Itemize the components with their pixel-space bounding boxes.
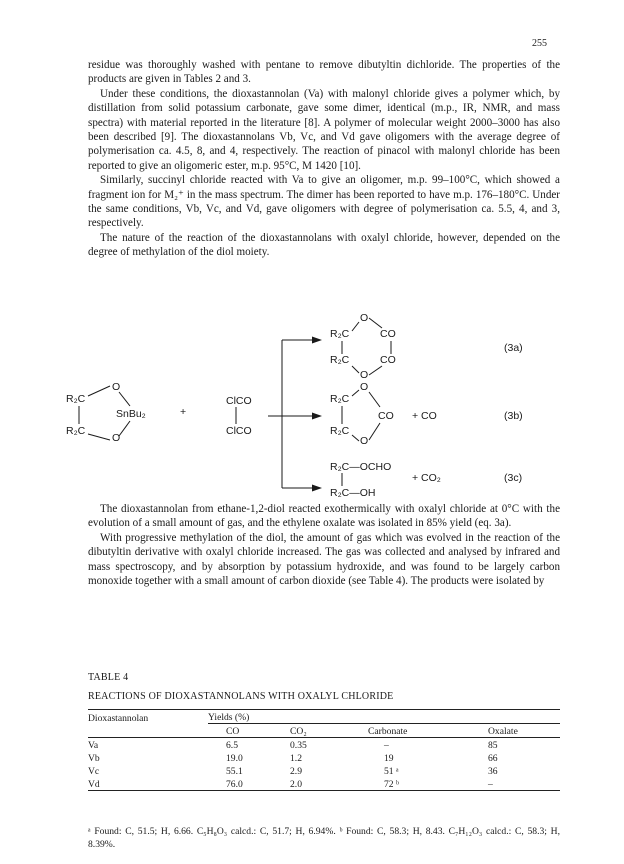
- reactant-snbu2: SnBu₂: [116, 408, 146, 420]
- cell-oxalate: 85: [488, 740, 498, 751]
- cell-co: 19.0: [226, 753, 243, 764]
- cell-name: Va: [88, 740, 99, 751]
- cell-carbonate: 51 ᵃ: [384, 766, 399, 777]
- product-3a-o-top: O: [360, 312, 369, 324]
- cell-carbonate: 72 ᵇ: [348, 777, 444, 791]
- product-3b-o-top: O: [360, 381, 369, 393]
- header-yields: Yields (%): [208, 710, 560, 724]
- product-3c-plus-co2: + CO₂: [412, 472, 441, 484]
- table-title: REACTIONS OF DIOXASTANNOLANS WITH OXALYL CHLORIDE: [88, 691, 394, 702]
- table-label: TABLE 4: [88, 672, 129, 683]
- product-3a-r2c-bottom: R₂C: [330, 354, 350, 366]
- cell-name: Vd: [88, 777, 208, 791]
- header-co2: CO₂: [278, 724, 348, 738]
- table-row: [88, 764, 560, 777]
- table-row: [88, 738, 560, 752]
- yields-table: [88, 709, 560, 791]
- label-3c: (3c): [504, 472, 523, 484]
- product-3b-r2c-bottom: R₂C: [330, 425, 350, 437]
- cell-name: Vc: [88, 766, 100, 777]
- cell-co: 55.1: [226, 766, 243, 777]
- body-text-top: [88, 58, 560, 260]
- body-text-bottom: [88, 502, 560, 588]
- cell-carbonate: –: [384, 740, 389, 751]
- plus-sign: +: [180, 406, 187, 418]
- product-3b-co: CO: [378, 410, 394, 422]
- table-row: [88, 751, 560, 764]
- header-oxalate: Oxalate: [444, 724, 560, 738]
- table-header-row: [88, 710, 560, 724]
- product-3b-r2c-top: R₂C: [330, 393, 350, 405]
- oxalyl-clco-bottom: ClCO: [226, 425, 252, 437]
- header-carbonate: Carbonate: [348, 724, 444, 738]
- page-number: 255: [532, 38, 547, 49]
- label-3b: (3b): [504, 410, 523, 422]
- product-3a-co-bottom: CO: [380, 354, 396, 366]
- product-3c-oh: R₂C—OH: [330, 487, 376, 499]
- paragraph: The dioxastannolan from ethane-1,2-diol reacted exothermically with oxalyl chloride at 0°C with the evolution of a small amount of gas, and the ethylene oxalate was isolated in 85% yield (eq. 3a).: [88, 503, 560, 530]
- label-3a: (3a): [504, 342, 523, 354]
- cell-oxalate: 36: [488, 766, 498, 777]
- paragraph: Under these conditions, the dioxastannolan (Va) with malonyl chloride gives a polymer which, by distillation from solid potassium carbonate, gave some dimer, identical (m.p., IR, NMR, and mass spectra) with material reported in the literature [8]. A polymer of molecular weight 2000–3000 has also been described [9]. The dioxastannolans Vb, Vc, and Vd gave oligomers with the average degree of polymerisation ca. 4.5, 8, and 4, respectively. The reaction of pinacol with malonyl chloride has been reported to give an oligomeric ester, m.p. 95°C, M 1420 [10].: [88, 87, 560, 172]
- paragraph: With progressive methylation of the diol, the amount of gas which was evolved in the reaction of the dibutyltin derivative with oxalyl chloride increased. The gas was collected and analysed by infrared and mass spectroscopy, and by absorption by potassium hydroxide, and was found to be largely carbon monoxide together with a small amount of carbon dioxide (see Table 4). The products were isolated by: [88, 531, 560, 588]
- cell-oxalate: –: [444, 777, 560, 791]
- reactant-o-bottom: O: [112, 432, 121, 444]
- cell-oxalate: 66: [488, 753, 498, 764]
- cell-co: 76.0: [208, 777, 278, 791]
- cell-co: 6.5: [226, 740, 238, 751]
- reactant-r2c-bottom: R₂C: [66, 425, 86, 437]
- reaction-scheme: [60, 300, 580, 500]
- paragraph: The nature of the reaction of the dioxastannolans with oxalyl chloride, however, depended on the degree of methylation of the diol moiety.: [88, 231, 560, 259]
- paragraph: Similarly, succinyl chloride reacted with Va to give an oligomer, m.p. 99–100°C, which showed a fragment ion for M₂⁺ in the mass spectrum. The dimer has been reported to have m.p. 176–180°C. Under the same conditions, Vb, Vc, and Vd, gave oligomers with degree of polymerisation ca. 5.5, 4, and 3, respectively.: [88, 174, 560, 230]
- product-3a-co-top: CO: [380, 328, 396, 340]
- cell-co2: 2.0: [278, 777, 348, 791]
- table-subheader-row: [88, 724, 560, 738]
- product-3a-r2c-top: R₂C: [330, 328, 350, 340]
- cell-carbonate: 19: [384, 753, 394, 764]
- header-dioxastannolan: Dioxastannolan: [88, 710, 208, 724]
- product-3a-o-bottom: O: [360, 369, 369, 381]
- reactant-o-top: O: [112, 381, 121, 393]
- table-row: [88, 777, 560, 791]
- product-3b-plus-co: + CO: [412, 410, 437, 422]
- product-3b-o-bottom: O: [360, 435, 369, 447]
- cell-name: Vb: [88, 753, 100, 764]
- oxalyl-clco-top: ClCO: [226, 395, 252, 407]
- paragraph: residue was thoroughly washed with pentane to remove dibutyltin dichloride. The properties of the products are given in Tables 2 and 3.: [88, 59, 560, 86]
- table-footnote: ᵃ Found: C, 51.5; H, 6.66. C₅H₈O₃ calcd.: C, 51.7; H, 6.94%. ᵇ Found: C, 58.3; H, 8.43. C₇H₁₂O₃ calcd.: C, 58.3; H, 8.39%.: [88, 826, 560, 850]
- reactant-r2c-top: R₂C: [66, 393, 86, 405]
- header-co: CO: [208, 724, 278, 738]
- product-3c-ocho: R₂C—OCHO: [330, 461, 392, 473]
- cell-co2: 2.9: [290, 766, 302, 777]
- cell-co2: 0.35: [290, 740, 307, 751]
- cell-co2: 1.2: [290, 753, 302, 764]
